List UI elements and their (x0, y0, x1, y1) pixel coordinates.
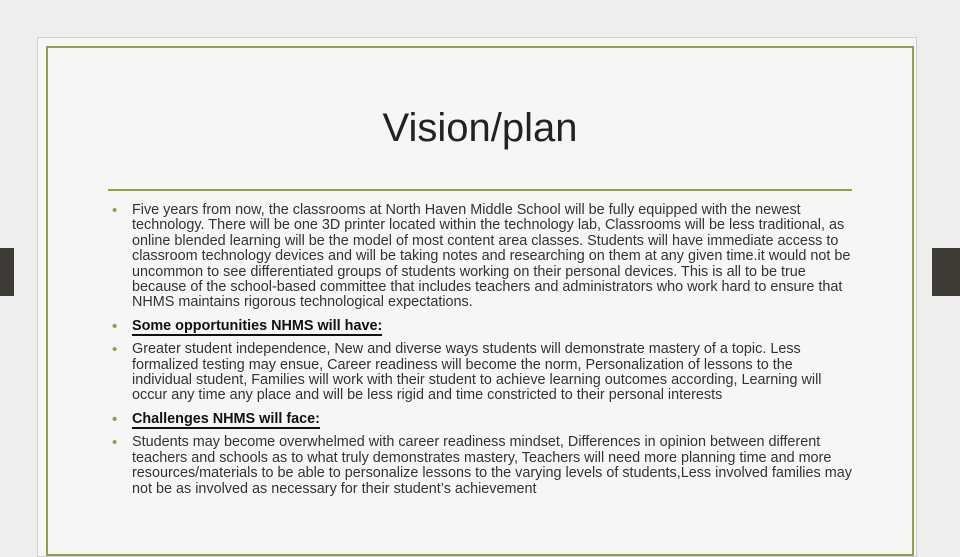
bullet-icon: • (112, 202, 118, 219)
opportunities-heading (112, 319, 852, 334)
challenges-heading (112, 412, 852, 427)
opportunities-paragraph (112, 342, 852, 404)
bullet-text: Greater student independence, New and diverse ways students will demonstrate mastery of a topic. Less formalized testing may ensue, Career readiness will become the norm, Personalization of lessons to the individual student, Families will work with their student to achieve learning outcomes according, Learning will occur any time any place and will be less rigid and time constricted to their personal interests (132, 341, 822, 404)
bullet-icon: • (112, 341, 118, 359)
bullet-icon: • (112, 317, 118, 335)
heading-text: Challenges NHMS will face: (132, 410, 320, 427)
challenges-paragraph (112, 435, 852, 497)
heading-text: Some opportunities NHMS will have: (132, 317, 383, 334)
vision-paragraph (112, 203, 852, 311)
bullet-text: Students may become overwhelmed with career readiness mindset, Differences in opinion between different teachers and schools as to what truly demonstrates mastery, Teachers will need more planning time and more resources/materials to be able to personalize lessons to the varying levels of students,Less involved families may not be as involved as necessary for their student’s achievement (132, 434, 852, 497)
side-tab-right (932, 248, 960, 296)
bullet-icon: • (112, 434, 118, 452)
side-tab-left (0, 248, 14, 296)
slide-title: Vision/plan (382, 106, 578, 150)
title-divider (108, 189, 852, 191)
bullet-icon: • (112, 410, 118, 428)
bullet-text: Five years from now, the classrooms at North Haven Middle School will be fully equipped with the newest technology. There will be one 3D printer located within the technology lab, Classrooms will be less traditional, as online blended learning will be the model of most content area classes. Students will have immediate access to classroom technology devices and will be taking notes and researching on them at any given time.it would not be uncommon to see differentiated groups of students working on their personal devices. This is all to be true because of the school-based committee that includes teachers and administrators who work hard to ensure that NHMS maintains rigorous technological expectations. (132, 202, 851, 311)
bullet-list (112, 203, 852, 505)
